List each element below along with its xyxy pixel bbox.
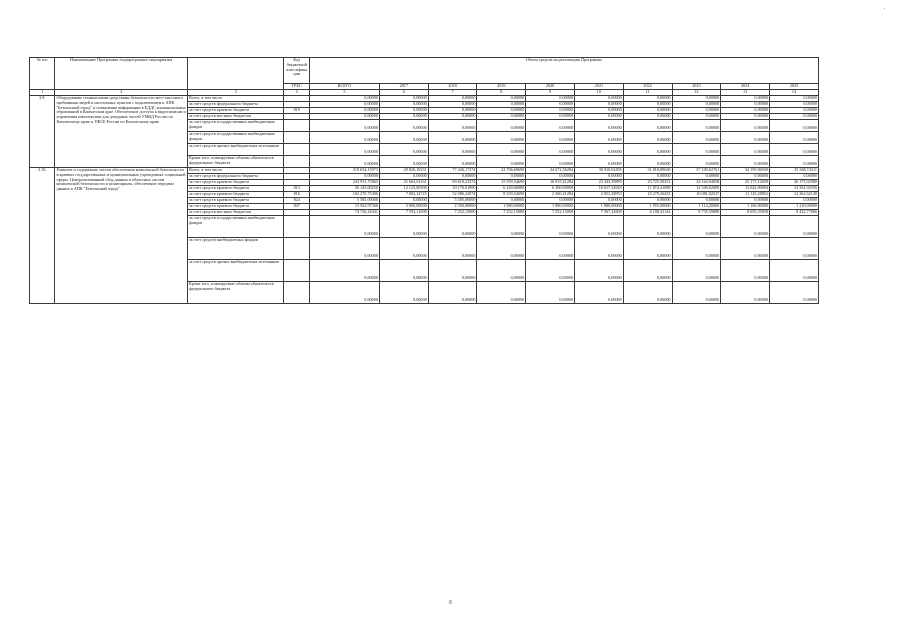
section-title: Оборудование техническими средствами безопасности мест массового пребывания людей и населенных пунктов с подключением к АПК "Безопасный город" и повышения информации в ЕДДС муниципальных образований в Камчатском крае. Обеспечение доступа к видеозаписям и управления комплексами для дежурных частей УМВД России по Камчатскому краю и УФСБ России по Камчатскому краю (55, 96, 188, 168)
total-value: 0,00000 (309, 120, 379, 132)
header-volume: Объем средств на реализацию Программы (309, 58, 818, 84)
year-value: 0,00000 (526, 144, 575, 156)
funding-source-label: за счет средств государственных внебюджетных фондов (187, 216, 284, 238)
total-value: 0,00000 (309, 216, 379, 238)
year-value: 0,00000 (379, 260, 428, 282)
year-value: 0,00000 (379, 108, 428, 114)
budget-table (29, 57, 819, 304)
year-value: 7 592,11000 (379, 210, 428, 216)
year-value: 0,00000 (770, 238, 819, 260)
year-value: 0,00000 (379, 174, 428, 180)
year-value: 1 955,00000 (623, 204, 672, 210)
grbs-code: 813 (284, 186, 309, 192)
year-value: 31 010,09630 (623, 168, 672, 174)
year-value: 7 252,15000 (477, 210, 526, 216)
total-value: 0,00000 (309, 114, 379, 120)
year-value: 2 560,41284 (526, 192, 575, 198)
year-value: 0,00000 (574, 144, 623, 156)
year-value: 0,00000 (379, 156, 428, 168)
grbs-code (284, 156, 309, 168)
year-value: 0,00000 (672, 238, 721, 260)
year-value: 1 980,00000 (477, 204, 526, 210)
year-value: 1 980,00000 (574, 204, 623, 210)
year-value: 22 706,69690 (477, 168, 526, 174)
funding-source-label: Всего, в том числе: (187, 96, 284, 102)
index-cell: 2 (55, 90, 188, 96)
total-value: 318 654,15973 (309, 168, 379, 174)
year-value: 0,00000 (526, 120, 575, 132)
year-value: 0,00000 (721, 174, 770, 180)
year-value: 69 618,22374 (428, 180, 477, 186)
index-cell: 6 (379, 90, 428, 96)
year-value: 0,00000 (526, 198, 575, 204)
year-value: 0,00000 (574, 120, 623, 132)
total-value: 0,00000 (309, 96, 379, 102)
year-value: 0,00000 (428, 114, 477, 120)
grbs-code (284, 120, 309, 132)
header-year: 2025 (770, 84, 819, 90)
grbs-code: 847 (284, 204, 309, 210)
index-cell: 5 (309, 90, 379, 96)
header-year: 2019 (477, 84, 526, 90)
year-value: 0,00000 (526, 96, 575, 102)
index-cell: 9 (526, 90, 575, 96)
year-value: 0,00000 (379, 114, 428, 120)
year-value: 0,00000 (770, 108, 819, 114)
year-value: 25 171,12659 (721, 180, 770, 186)
year-value: 0,00000 (672, 216, 721, 238)
year-value: 0,00000 (379, 120, 428, 132)
year-value: 0,00000 (477, 238, 526, 260)
year-value: 11 874,41098 (623, 186, 672, 192)
year-value: 0,00000 (623, 260, 672, 282)
year-value: 0,00000 (672, 144, 721, 156)
year-value: 0,00000 (428, 216, 477, 238)
grbs-code (284, 282, 309, 304)
year-value: 16 915,41284 (526, 180, 575, 186)
year-value: 0,00000 (428, 144, 477, 156)
year-value: 0,00000 (428, 108, 477, 114)
year-value: 0,00000 (623, 198, 672, 204)
year-value: 0,00000 (526, 102, 575, 108)
total-value: 0,00000 (309, 260, 379, 282)
page-number: 8 (449, 600, 452, 606)
year-value: 0,00000 (574, 114, 623, 120)
year-value: 0,00000 (623, 144, 672, 156)
year-value: 0,00000 (672, 282, 721, 304)
year-value: 0,00000 (477, 282, 526, 304)
year-value: 2 350,00000 (428, 204, 477, 210)
year-value: 1 210,00000 (770, 204, 819, 210)
header-blank (187, 58, 284, 90)
year-value: 0,00000 (770, 102, 819, 108)
year-value: 37 100,62761 (672, 168, 721, 174)
year-value: 10 617,34945 (574, 186, 623, 192)
year-value: 0,00000 (526, 260, 575, 282)
year-value: 77 426,17374 (428, 168, 477, 174)
year-value: 0,00000 (672, 102, 721, 108)
funding-source-label: за счет средств федерального бюджета (187, 102, 284, 108)
year-value: 10 176,01900 (428, 186, 477, 192)
year-value: 0,00000 (526, 108, 575, 114)
section-number: 3.9. (30, 96, 55, 168)
year-value: 0,00000 (428, 120, 477, 132)
year-value: 0,00000 (770, 282, 819, 304)
grbs-code: 819 (284, 108, 309, 114)
year-value: 0,00000 (721, 102, 770, 108)
year-value: 0,00000 (379, 216, 428, 238)
funding-source-label: за счет средств краевого бюджета (187, 180, 284, 186)
year-value: 9 432,77866 (770, 210, 819, 216)
year-value: 0,00000 (623, 96, 672, 102)
funding-source-label: за счет средств краевого бюджета (187, 198, 284, 204)
year-value: 0,00000 (574, 102, 623, 108)
year-value: 0,00000 (721, 96, 770, 102)
year-value: 0,00000 (721, 108, 770, 114)
grbs-code: 816 (284, 192, 309, 198)
header-year: 2023 (672, 84, 721, 90)
header-year: 2018 (428, 84, 477, 90)
year-value: 0,00000 (672, 198, 721, 204)
funding-source-label: за счет средств прочих внебюджетных источников (187, 260, 284, 282)
year-value: 0,00000 (672, 132, 721, 144)
year-value: 0,00000 (574, 238, 623, 260)
year-value: 10 081,02527 (672, 192, 721, 198)
year-value: 52 086,22074 (428, 192, 477, 198)
year-value: 24 164,94658 (672, 180, 721, 186)
funding-source-label: за счет средств внебюджетных фондов (187, 238, 284, 260)
year-value: 23 725,50251 (623, 180, 672, 186)
year-value: 0,00000 (379, 144, 428, 156)
grbs-code: 824 (284, 198, 309, 204)
section-title: Развитие и содержание систем обеспечения комплексной безопасности в краевых государственных и муниципальных учреждениях социальной сферы. Централизованный сбор данных в областных систем комплексной безопасности и мониторинга, обеспечение передачи данных в АПК "Безопасный город" (55, 168, 188, 304)
year-value: 0,00000 (477, 144, 526, 156)
year-value: 0,00000 (770, 156, 819, 168)
total-value: 0,00000 (309, 174, 379, 180)
year-value: 0,00000 (428, 282, 477, 304)
total-value: 5 585,00000 (309, 198, 379, 204)
year-value: 13 022,90094 (721, 186, 770, 192)
index-cell: 8 (477, 90, 526, 96)
funding-source-label: за счет средств краевого бюджета (187, 108, 284, 114)
year-value: 0,00000 (623, 282, 672, 304)
year-value: 0,00000 (623, 156, 672, 168)
grbs-code (284, 260, 309, 282)
year-value: 0,00000 (623, 238, 672, 260)
year-value: 0,00000 (574, 108, 623, 114)
header-grbs: ГРБС (284, 84, 309, 90)
year-value: 0,00000 (770, 120, 819, 132)
year-value: 0,00000 (721, 198, 770, 204)
year-value: 0,00000 (477, 120, 526, 132)
year-value: 0,00000 (623, 108, 672, 114)
total-value: 182 270,75306 (309, 192, 379, 198)
year-value: 0,00000 (574, 132, 623, 144)
year-value: 0,00000 (477, 132, 526, 144)
header-year: 2021 (574, 84, 623, 90)
index-cell: 1 (30, 90, 55, 96)
grbs-code (284, 132, 309, 144)
funding-source-label: за счет средств краевого бюджета (187, 186, 284, 192)
year-value: 0,00000 (379, 132, 428, 144)
year-value: 0,00000 (477, 102, 526, 108)
year-value: 11 143,28852 (721, 192, 770, 198)
year-value: 15 559,54690 (477, 180, 526, 186)
year-value: 0,00000 (526, 132, 575, 144)
funding-source-label: за счет средств государственных внебюджетных фондов (187, 132, 284, 144)
header-total: ВСЕГО (309, 84, 379, 90)
year-value: 34 195,96920 (721, 168, 770, 174)
funding-source-label: за счет средств местных бюджетов (187, 210, 284, 216)
funding-source-label: за счет средств государственных внебюджетных фондов (187, 120, 284, 132)
year-value: 0,00000 (672, 156, 721, 168)
funding-source-label: за счет средств федерального бюджета (187, 174, 284, 180)
year-value: 0,00000 (770, 198, 819, 204)
index-cell: 13 (721, 90, 770, 96)
year-value: 7 002,14725 (379, 192, 428, 198)
total-value: 0,00000 (309, 144, 379, 156)
grbs-code (284, 238, 309, 260)
year-value: 26 175,92980 (770, 180, 819, 186)
funding-source-label: Всего, в том числе: (187, 168, 284, 174)
year-value: 0,00000 (672, 96, 721, 102)
index-cell: 12 (672, 90, 721, 96)
total-value: 15 562,97366 (309, 204, 379, 210)
year-value: 0,00000 (770, 260, 819, 282)
grbs-code (284, 216, 309, 238)
year-value: 0,00000 (428, 102, 477, 108)
year-value: 0,00000 (721, 238, 770, 260)
year-value: 7 252,15000 (428, 210, 477, 216)
year-value: 1 114,20000 (672, 204, 721, 210)
year-value: 8 735,59888 (672, 210, 721, 216)
year-value: 0,00000 (379, 282, 428, 304)
year-value: 0,00000 (770, 132, 819, 144)
year-value: 12 549,02009 (672, 186, 721, 192)
year-value: 0,00000 (770, 144, 819, 156)
year-value: 3 000,00000 (379, 204, 428, 210)
funding-source-label: за счет средств краевого бюджета (187, 204, 284, 210)
year-value: 0,00000 (623, 216, 672, 238)
year-value: 0,00000 (477, 156, 526, 168)
total-value: 0,00000 (309, 238, 379, 260)
year-value: 0,00000 (721, 260, 770, 282)
total-value: 0,00000 (309, 132, 379, 144)
year-value: 0,00000 (721, 282, 770, 304)
total-value: 0,00000 (309, 156, 379, 168)
year-value: 0,00000 (672, 114, 721, 120)
year-value: 0,00000 (526, 174, 575, 180)
year-value: 0,00000 (477, 114, 526, 120)
year-value: 0,00000 (672, 260, 721, 282)
year-value: 0,00000 (477, 96, 526, 102)
total-value: 74 726,41041 (309, 210, 379, 216)
year-value: 0,00000 (574, 156, 623, 168)
year-value: 0,00000 (672, 174, 721, 180)
header-year: 2024 (721, 84, 770, 90)
year-value: 0,00000 (574, 216, 623, 238)
section-number: 3.10. (30, 168, 55, 304)
year-value: 5 585,00000 (428, 198, 477, 204)
year-value: 0,00000 (526, 282, 575, 304)
year-value: 0,00000 (672, 108, 721, 114)
total-value: 0,00000 (309, 108, 379, 114)
year-value: 0,00000 (526, 216, 575, 238)
year-value: 0,00000 (379, 102, 428, 108)
year-value: 0,00000 (379, 96, 428, 102)
year-value: 0,00000 (770, 216, 819, 238)
year-value: 0,00000 (379, 238, 428, 260)
year-value: 0,00000 (526, 238, 575, 260)
year-value: 1 980,00000 (526, 204, 575, 210)
year-value: 12 123,00296 (379, 186, 428, 192)
year-value: 1 160,00000 (721, 204, 770, 210)
year-value: 35 568,74311 (770, 168, 819, 174)
year-value: 29 826,10231 (379, 168, 428, 174)
year-value: 12 262,62140 (770, 192, 819, 198)
year-value: 13 354,30356 (770, 186, 819, 192)
budget-sheet (29, 57, 819, 369)
year-value: 21 662,01161 (379, 180, 428, 186)
year-value: 0,00000 (574, 260, 623, 282)
year-value: 10 279,26453 (623, 192, 672, 198)
year-value: 0,00000 (477, 216, 526, 238)
year-value: 2 853,28953 (574, 192, 623, 198)
funding-source-label: за счет средств местных бюджетов (187, 114, 284, 120)
year-value: 0,00000 (574, 96, 623, 102)
year-value: 0,00000 (428, 174, 477, 180)
year-value: 0,00000 (770, 114, 819, 120)
funding-source-label: Кроме того, планируемые объемы обязательств федерального бюджета (187, 282, 284, 304)
year-value: 0,00000 (721, 216, 770, 238)
year-value: 0,00000 (623, 120, 672, 132)
header-year: 2020 (526, 84, 575, 90)
header-num: № п/п (30, 58, 55, 90)
year-value: 0,00000 (623, 132, 672, 144)
year-value: 6 300,00000 (526, 186, 575, 192)
year-value: 0,00000 (721, 120, 770, 132)
year-value: 0,00000 (770, 96, 819, 102)
index-cell: 10 (574, 90, 623, 96)
year-value: 0,00000 (623, 174, 672, 180)
year-value: 6 108,33142 (623, 210, 672, 216)
year-value: 0,00000 (623, 102, 672, 108)
year-value: 0,00000 (477, 260, 526, 282)
total-value: 0,00000 (309, 282, 379, 304)
year-value: 0,00000 (721, 132, 770, 144)
year-value: 0,00000 (574, 198, 623, 204)
index-cell: 11 (623, 90, 672, 96)
year-value: 0,00000 (721, 114, 770, 120)
total-value: 56 143,00250 (309, 186, 379, 192)
year-value: 8 035,55838 (721, 210, 770, 216)
grbs-code (284, 144, 309, 156)
year-value: 6 240,00000 (477, 186, 526, 192)
year-value: 0,00000 (623, 114, 672, 120)
year-value: 0,00000 (770, 174, 819, 180)
index-cell: 3 (187, 90, 284, 96)
year-value: 23 343,39895 (574, 180, 623, 186)
year-value: 0,00000 (672, 120, 721, 132)
year-value: 0,00000 (526, 156, 575, 168)
total-value: 243 931,75865 (309, 180, 379, 186)
year-value: 0,00000 (428, 238, 477, 260)
funding-source-label: за счет средств прочих внебюджетных источников (187, 144, 284, 156)
table-row (30, 168, 819, 174)
year-value: 0,00000 (477, 174, 526, 180)
year-value: 0,00000 (574, 174, 623, 180)
index-cell: 7 (428, 90, 477, 96)
year-value: 8 339,54690 (477, 192, 526, 198)
header-name: Наименование Программы /подпрограммы/ мероприятия (55, 58, 188, 90)
year-value: 24 672,56284 (526, 168, 575, 174)
year-value: 0,00000 (526, 114, 575, 120)
header-year: 2017 (379, 84, 428, 90)
year-value: 0,00000 (477, 198, 526, 204)
year-value: 0,00000 (428, 132, 477, 144)
year-value: 0,00000 (574, 282, 623, 304)
year-value: 0,00000 (721, 156, 770, 168)
year-value: 30 910,02495 (574, 168, 623, 174)
funding-source-label: за счет средств краевого бюджета (187, 192, 284, 198)
year-value: 0,00000 (428, 260, 477, 282)
funding-source-label: Кроме того, планируемые объемы обязательств федерального бюджета (187, 156, 284, 168)
index-cell: 14 (770, 90, 819, 96)
year-value: 0,00000 (477, 108, 526, 114)
year-value: 7 252,15000 (526, 210, 575, 216)
year-value: 0,00000 (428, 96, 477, 102)
year-value: 0,00000 (721, 144, 770, 156)
total-value: 0,00000 (309, 102, 379, 108)
year-value: 0,00000 (428, 156, 477, 168)
index-cell: 4 (284, 90, 309, 96)
header-code: Код бюджетной классификации (284, 58, 309, 84)
scan-mark: ' (884, 8, 885, 14)
year-value: 7 567,42600 (574, 210, 623, 216)
year-value: 0,00000 (379, 198, 428, 204)
header-year: 2022 (623, 84, 672, 90)
